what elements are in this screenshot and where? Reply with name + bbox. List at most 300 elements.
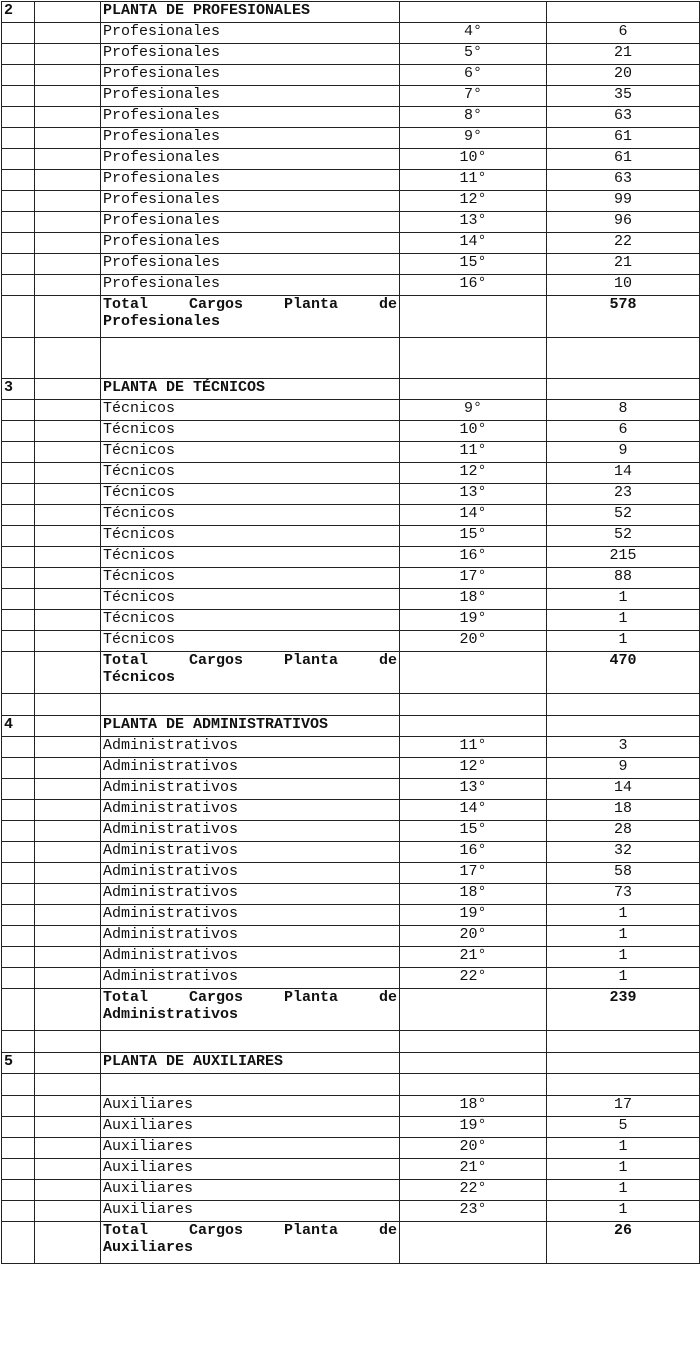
empty-cell [547,1031,700,1053]
section-heading: PLANTA DE ADMINISTRATIVOS [101,716,400,737]
empty-cell [35,1053,101,1074]
row-grade: 15° [400,821,547,842]
empty-cell [35,821,101,842]
empty-cell [35,254,101,275]
empty-cell [2,1096,35,1117]
total-label-word: Cargos [188,296,243,313]
row-count: 18 [547,800,700,821]
row-count: 52 [547,505,700,526]
row-grade: 21° [400,947,547,968]
section-heading: PLANTA DE PROFESIONALES [101,2,400,23]
row-label: Profesionales [101,233,400,254]
row-count: 23 [547,484,700,505]
empty-cell [35,338,101,379]
table-row [2,400,700,421]
row-label: Profesionales [101,128,400,149]
row-count: 9 [547,442,700,463]
row-grade: 16° [400,547,547,568]
row-label: Administrativos [101,884,400,905]
total-label-word: Planta [283,296,338,313]
empty-cell [2,463,35,484]
empty-cell [35,863,101,884]
row-grade: 19° [400,1117,547,1138]
row-label: Profesionales [101,170,400,191]
row-grade: 13° [400,212,547,233]
total-label [101,652,400,694]
empty-cell [2,631,35,652]
row-label: Técnicos [101,442,400,463]
table-row [2,568,700,589]
empty-cell [547,2,700,23]
total-label-word: Total [103,1222,149,1239]
empty-cell [2,821,35,842]
row-count: 6 [547,421,700,442]
staffing-table-body [2,2,700,1264]
row-grade: 15° [400,254,547,275]
row-grade: 6° [400,65,547,86]
row-label: Auxiliares [101,1159,400,1180]
row-count: 14 [547,779,700,800]
total-value: 26 [547,1222,700,1264]
section-heading-row [2,379,700,400]
empty-cell [2,842,35,863]
total-label-word: de [378,989,397,1006]
empty-cell [400,1031,547,1053]
row-grade: 11° [400,737,547,758]
row-count: 10 [547,275,700,296]
empty-cell [2,505,35,526]
row-grade: 19° [400,610,547,631]
empty-cell [35,1201,101,1222]
empty-cell [2,1180,35,1201]
empty-cell [2,1031,35,1053]
table-row [2,800,700,821]
row-count: 5 [547,1117,700,1138]
table-row [2,1138,700,1159]
row-count: 14 [547,463,700,484]
empty-cell [547,694,700,716]
row-count: 35 [547,86,700,107]
empty-cell [101,1031,400,1053]
row-label: Administrativos [101,905,400,926]
row-count: 6 [547,23,700,44]
row-grade: 14° [400,505,547,526]
row-count: 22 [547,233,700,254]
empty-cell [547,716,700,737]
empty-cell [35,1159,101,1180]
row-count: 63 [547,170,700,191]
row-grade: 22° [400,1180,547,1201]
table-row [2,442,700,463]
row-grade: 5° [400,44,547,65]
empty-cell [35,86,101,107]
empty-cell [400,379,547,400]
row-count: 61 [547,149,700,170]
row-label: Profesionales [101,275,400,296]
empty-cell [400,2,547,23]
empty-cell [2,191,35,212]
empty-cell [547,379,700,400]
row-grade: 20° [400,1138,547,1159]
empty-cell [35,905,101,926]
empty-cell [2,652,35,694]
empty-cell [547,338,700,379]
total-row [2,652,700,694]
empty-cell [2,968,35,989]
empty-cell [35,610,101,631]
row-grade: 22° [400,968,547,989]
empty-cell [2,1222,35,1264]
table-row [2,86,700,107]
table-row [2,610,700,631]
row-grade: 18° [400,589,547,610]
empty-cell [547,1053,700,1074]
table-row [2,65,700,86]
section-heading: PLANTA DE TÉCNICOS [101,379,400,400]
row-count: 1 [547,926,700,947]
empty-cell [2,905,35,926]
row-label: Auxiliares [101,1201,400,1222]
empty-cell [2,338,35,379]
row-grade: 10° [400,149,547,170]
row-grade: 17° [400,568,547,589]
empty-cell [35,968,101,989]
row-label: Profesionales [101,149,400,170]
empty-cell [400,296,547,338]
total-label-line2: Administrativos [103,1006,239,1023]
empty-cell [35,1031,101,1053]
row-label: Administrativos [101,737,400,758]
row-count: 88 [547,568,700,589]
empty-cell [2,1138,35,1159]
blank-row [2,1031,700,1053]
row-count: 21 [547,44,700,65]
row-grade: 4° [400,23,547,44]
row-label: Técnicos [101,526,400,547]
total-label-line2: Técnicos [103,669,176,686]
row-label: Técnicos [101,484,400,505]
table-row [2,926,700,947]
empty-cell [2,484,35,505]
empty-cell [35,442,101,463]
row-grade: 11° [400,170,547,191]
section-heading-row [2,2,700,23]
section-number: 4 [2,716,35,737]
row-grade: 17° [400,863,547,884]
total-label-line1 [103,1222,397,1239]
total-label-word: Cargos [188,989,243,1006]
empty-cell [35,779,101,800]
empty-cell [35,842,101,863]
table-row [2,968,700,989]
row-count: 9 [547,758,700,779]
empty-cell [547,1074,700,1096]
section-number: 2 [2,2,35,23]
empty-cell [35,463,101,484]
empty-cell [35,1096,101,1117]
section-heading: PLANTA DE AUXILIARES [101,1053,400,1074]
empty-cell [2,149,35,170]
table-row [2,1096,700,1117]
table-row [2,947,700,968]
total-label-line2: Auxiliares [103,1239,194,1256]
table-row [2,779,700,800]
table-row [2,107,700,128]
empty-cell [2,758,35,779]
empty-cell [2,275,35,296]
row-grade: 8° [400,107,547,128]
empty-cell [35,526,101,547]
table-row [2,505,700,526]
row-count: 63 [547,107,700,128]
empty-cell [35,568,101,589]
empty-cell [2,926,35,947]
row-count: 96 [547,212,700,233]
row-grade: 13° [400,779,547,800]
total-label [101,296,400,338]
empty-cell [2,400,35,421]
table-row [2,1201,700,1222]
empty-cell [35,947,101,968]
total-label-word: Planta [283,652,338,669]
empty-cell [35,296,101,338]
empty-cell [101,1074,400,1096]
empty-cell [2,170,35,191]
total-row [2,989,700,1031]
table-row [2,484,700,505]
row-label: Técnicos [101,568,400,589]
empty-cell [2,212,35,233]
total-label [101,1222,400,1264]
total-label-line2: Profesionales [103,313,221,330]
table-row [2,526,700,547]
row-count: 1 [547,968,700,989]
total-label-word: Cargos [188,652,243,669]
empty-cell [35,2,101,23]
empty-cell [2,44,35,65]
empty-cell [400,652,547,694]
total-value: 578 [547,296,700,338]
table-row [2,254,700,275]
total-row [2,296,700,338]
table-row [2,44,700,65]
table-row [2,863,700,884]
table-row [2,842,700,863]
row-grade: 18° [400,884,547,905]
section-heading-row [2,716,700,737]
blank-row [2,694,700,716]
table-row [2,821,700,842]
empty-cell [35,505,101,526]
total-label-line1 [103,989,397,1006]
row-label: Auxiliares [101,1138,400,1159]
empty-cell [35,23,101,44]
table-row [2,212,700,233]
table-row [2,1117,700,1138]
empty-cell [2,1117,35,1138]
empty-cell [2,1074,35,1096]
empty-cell [35,44,101,65]
table-row [2,884,700,905]
empty-cell [35,589,101,610]
row-grade: 10° [400,421,547,442]
row-label: Administrativos [101,947,400,968]
table-row [2,1180,700,1201]
row-label: Profesionales [101,86,400,107]
total-label-word: Total [103,652,149,669]
table-row [2,631,700,652]
empty-cell [2,547,35,568]
row-grade: 19° [400,905,547,926]
empty-cell [35,1074,101,1096]
row-label: Auxiliares [101,1117,400,1138]
table-row [2,737,700,758]
row-count: 1 [547,589,700,610]
total-row [2,1222,700,1264]
row-label: Técnicos [101,505,400,526]
empty-cell [2,884,35,905]
empty-cell [2,610,35,631]
empty-cell [2,989,35,1031]
table-row [2,421,700,442]
row-grade: 20° [400,926,547,947]
row-label: Auxiliares [101,1096,400,1117]
table-row [2,589,700,610]
row-count: 1 [547,610,700,631]
total-label-word: Planta [283,1222,338,1239]
row-count: 58 [547,863,700,884]
total-label-line1 [103,652,397,669]
empty-cell [35,631,101,652]
empty-cell [35,884,101,905]
row-grade: 12° [400,463,547,484]
empty-cell [400,1222,547,1264]
empty-cell [400,694,547,716]
table-row [2,191,700,212]
empty-cell [35,191,101,212]
empty-cell [2,526,35,547]
empty-cell [35,484,101,505]
row-label: Profesionales [101,212,400,233]
row-count: 21 [547,254,700,275]
row-grade: 7° [400,86,547,107]
row-count: 52 [547,526,700,547]
total-label-word: de [378,1222,397,1239]
row-label: Profesionales [101,23,400,44]
total-label [101,989,400,1031]
row-count: 28 [547,821,700,842]
empty-cell [35,128,101,149]
empty-cell [2,421,35,442]
row-count: 1 [547,947,700,968]
row-count: 1 [547,1159,700,1180]
empty-cell [2,737,35,758]
row-label: Profesionales [101,107,400,128]
row-count: 73 [547,884,700,905]
row-count: 20 [547,65,700,86]
empty-cell [2,65,35,86]
empty-cell [35,737,101,758]
empty-cell [400,1074,547,1096]
table-row [2,463,700,484]
empty-cell [2,589,35,610]
section-heading-row [2,1053,700,1074]
empty-cell [35,65,101,86]
row-grade: 16° [400,275,547,296]
empty-cell [2,23,35,44]
empty-cell [35,1117,101,1138]
blank-row [2,338,700,379]
empty-cell [2,947,35,968]
empty-cell [35,652,101,694]
row-grade: 14° [400,233,547,254]
empty-cell [35,926,101,947]
empty-cell [2,568,35,589]
empty-cell [35,107,101,128]
table-row [2,23,700,44]
empty-cell [400,989,547,1031]
table-row [2,149,700,170]
row-label: Administrativos [101,926,400,947]
empty-cell [2,254,35,275]
total-label-word: Total [103,296,149,313]
empty-cell [35,233,101,254]
empty-cell [35,400,101,421]
row-count: 3 [547,737,700,758]
row-grade: 9° [400,400,547,421]
empty-cell [35,547,101,568]
table-row [2,758,700,779]
row-count: 99 [547,191,700,212]
empty-cell [2,1201,35,1222]
row-label: Profesionales [101,191,400,212]
total-value: 470 [547,652,700,694]
row-label: Administrativos [101,821,400,842]
total-label-word: Cargos [188,1222,243,1239]
row-count: 215 [547,547,700,568]
row-grade: 23° [400,1201,547,1222]
table-row [2,1159,700,1180]
empty-cell [2,694,35,716]
table-row [2,547,700,568]
empty-cell [35,379,101,400]
empty-cell [2,86,35,107]
empty-cell [2,128,35,149]
blank-row [2,1074,700,1096]
empty-cell [400,716,547,737]
row-grade: 18° [400,1096,547,1117]
row-count: 61 [547,128,700,149]
empty-cell [101,338,400,379]
row-count: 32 [547,842,700,863]
row-grade: 14° [400,800,547,821]
row-label: Administrativos [101,800,400,821]
empty-cell [400,338,547,379]
row-grade: 15° [400,526,547,547]
row-label: Profesionales [101,254,400,275]
row-label: Profesionales [101,65,400,86]
empty-cell [2,107,35,128]
empty-cell [2,800,35,821]
row-label: Técnicos [101,463,400,484]
total-label-word: Total [103,989,149,1006]
empty-cell [35,1180,101,1201]
empty-cell [2,233,35,254]
empty-cell [35,989,101,1031]
total-label-line1 [103,296,397,313]
table-row [2,905,700,926]
empty-cell [35,694,101,716]
